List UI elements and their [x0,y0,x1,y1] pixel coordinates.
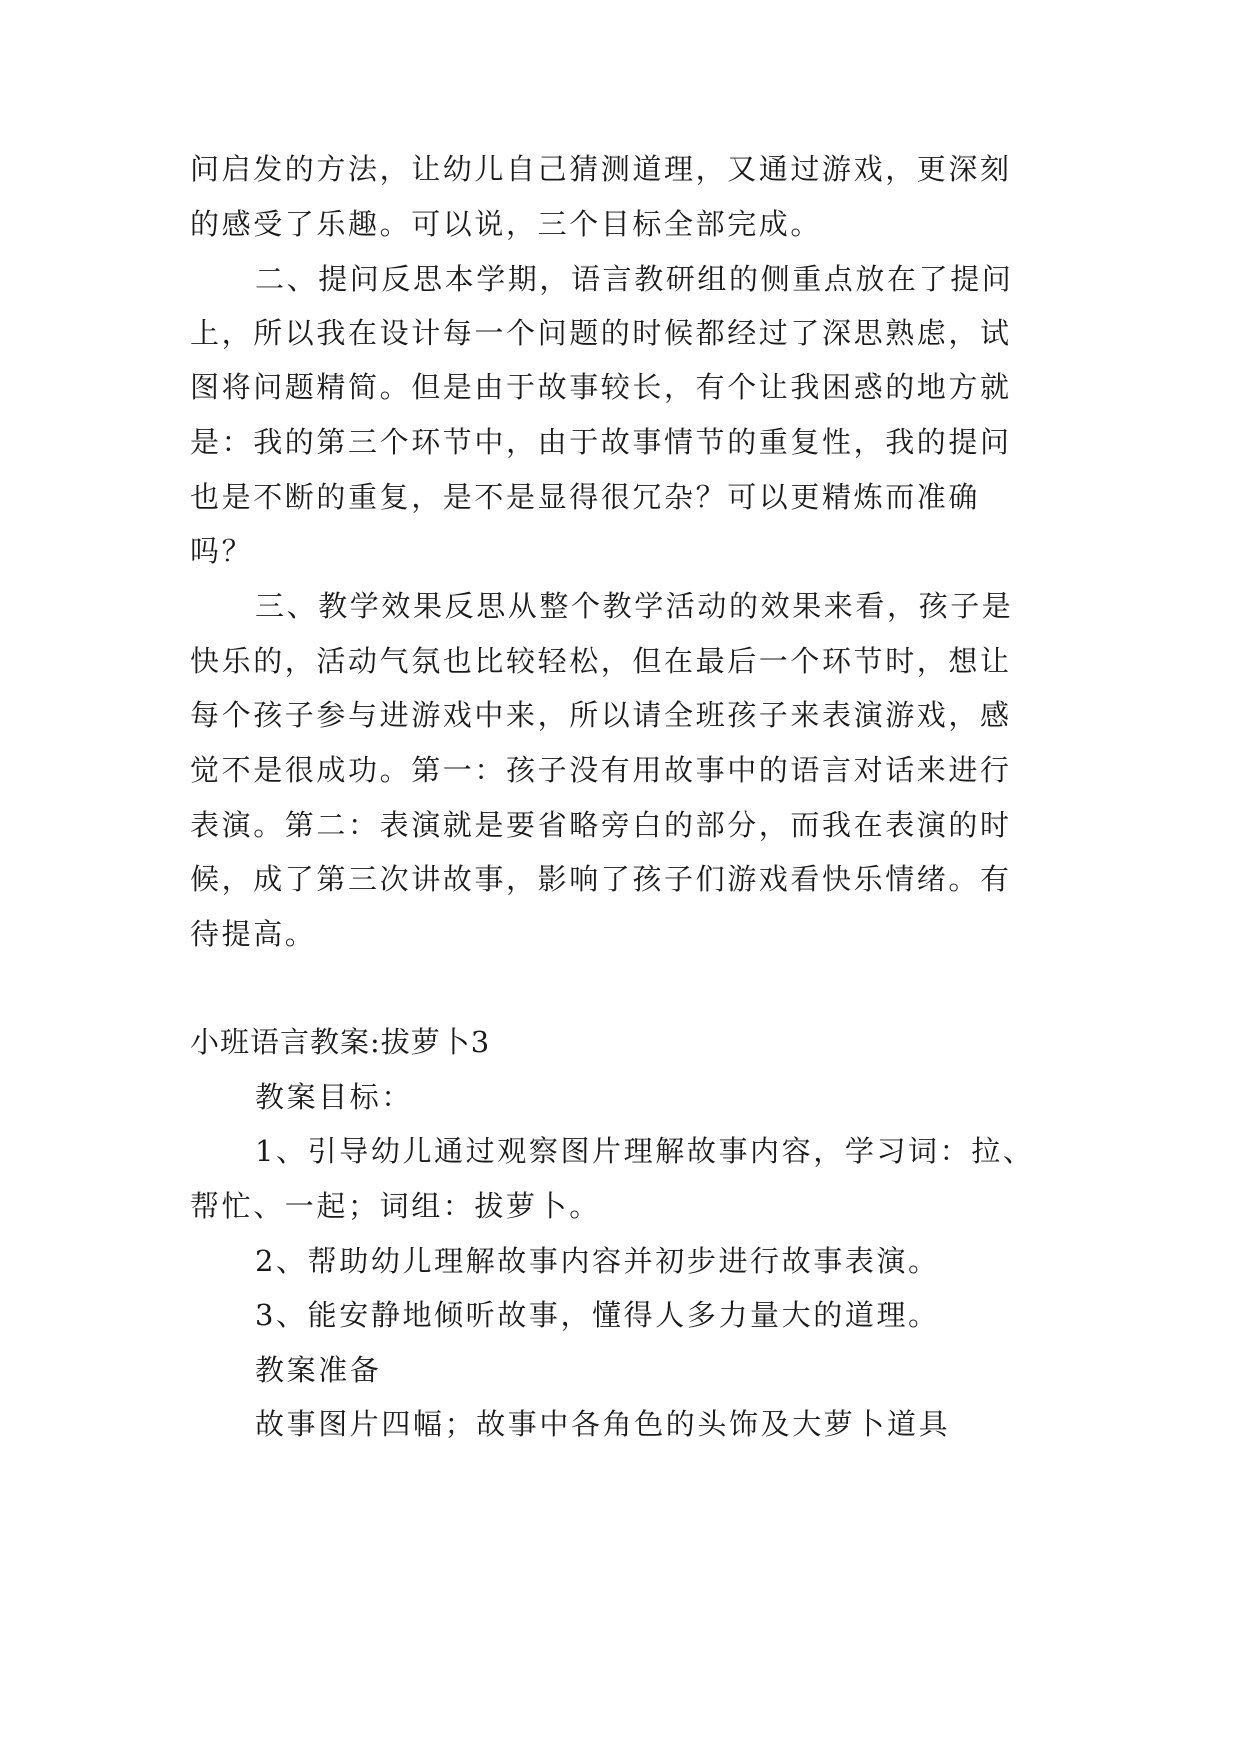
paragraph-line: 的感受了乐趣。可以说，三个目标全部完成。 [190,207,823,241]
section-title: 小班语言教案:拔萝卜3 [190,1025,491,1059]
section-line: 帮忙、一起；词组：拔萝卜。 [190,1189,601,1223]
paragraph-line: 问启发的方法，让幼儿自己猜测道理，又通过游戏，更深刻 [190,152,1012,186]
section-line: 教案目标： [255,1080,414,1114]
paragraph-line: 吗？ [190,534,254,568]
section-line: 2、帮助幼儿理解故事内容并初步进行故事表演。 [255,1244,940,1278]
paragraph-line: 表演。第二：表演就是要省略旁白的部分，而我在表演的时 [190,808,1012,842]
paragraph-line: 待提高。 [190,917,317,951]
paragraph-line: 二、提问反思本学期，语言教研组的侧重点放在了提问 [255,262,1014,296]
paragraph-line: 每个孩子参与进游戏中来，所以请全班孩子来表演游戏，感 [190,698,1012,732]
section-line: 故事图片四幅；故事中各角色的头饰及大萝卜道具 [255,1407,951,1441]
paragraph-line: 图将问题精简。但是由于故事较长，有个让我困惑的地方就 [190,370,1012,404]
paragraph-line: 觉不是很成功。第一：孩子没有用故事中的语言对话来进行 [190,753,1012,787]
paragraph-line: 也是不断的重复，是不是显得很冗杂？可以更精炼而准确 [190,480,981,514]
paragraph-line: 三、教学效果反思从整个教学活动的效果来看，孩子是 [255,589,1014,623]
section-line: 1、引导幼儿通过观察图片理解故事内容，学习词：拉、 [255,1134,1035,1168]
paragraph-line: 候，成了第三次讲故事，影响了孩子们游戏看快乐情绪。有 [190,862,1012,896]
section-line: 3、能安静地倾听故事，懂得人多力量大的道理。 [255,1298,940,1332]
paragraph-line: 上，所以我在设计每一个问题的时候都经过了深思熟虑，试 [190,316,1012,350]
paragraph-line: 是：我的第三个环节中，由于故事情节的重复性，我的提问 [190,425,1012,459]
section-line: 教案准备 [255,1353,382,1387]
paragraph-line: 快乐的，活动气氛也比较轻松，但在最后一个环节时，想让 [190,644,1012,678]
